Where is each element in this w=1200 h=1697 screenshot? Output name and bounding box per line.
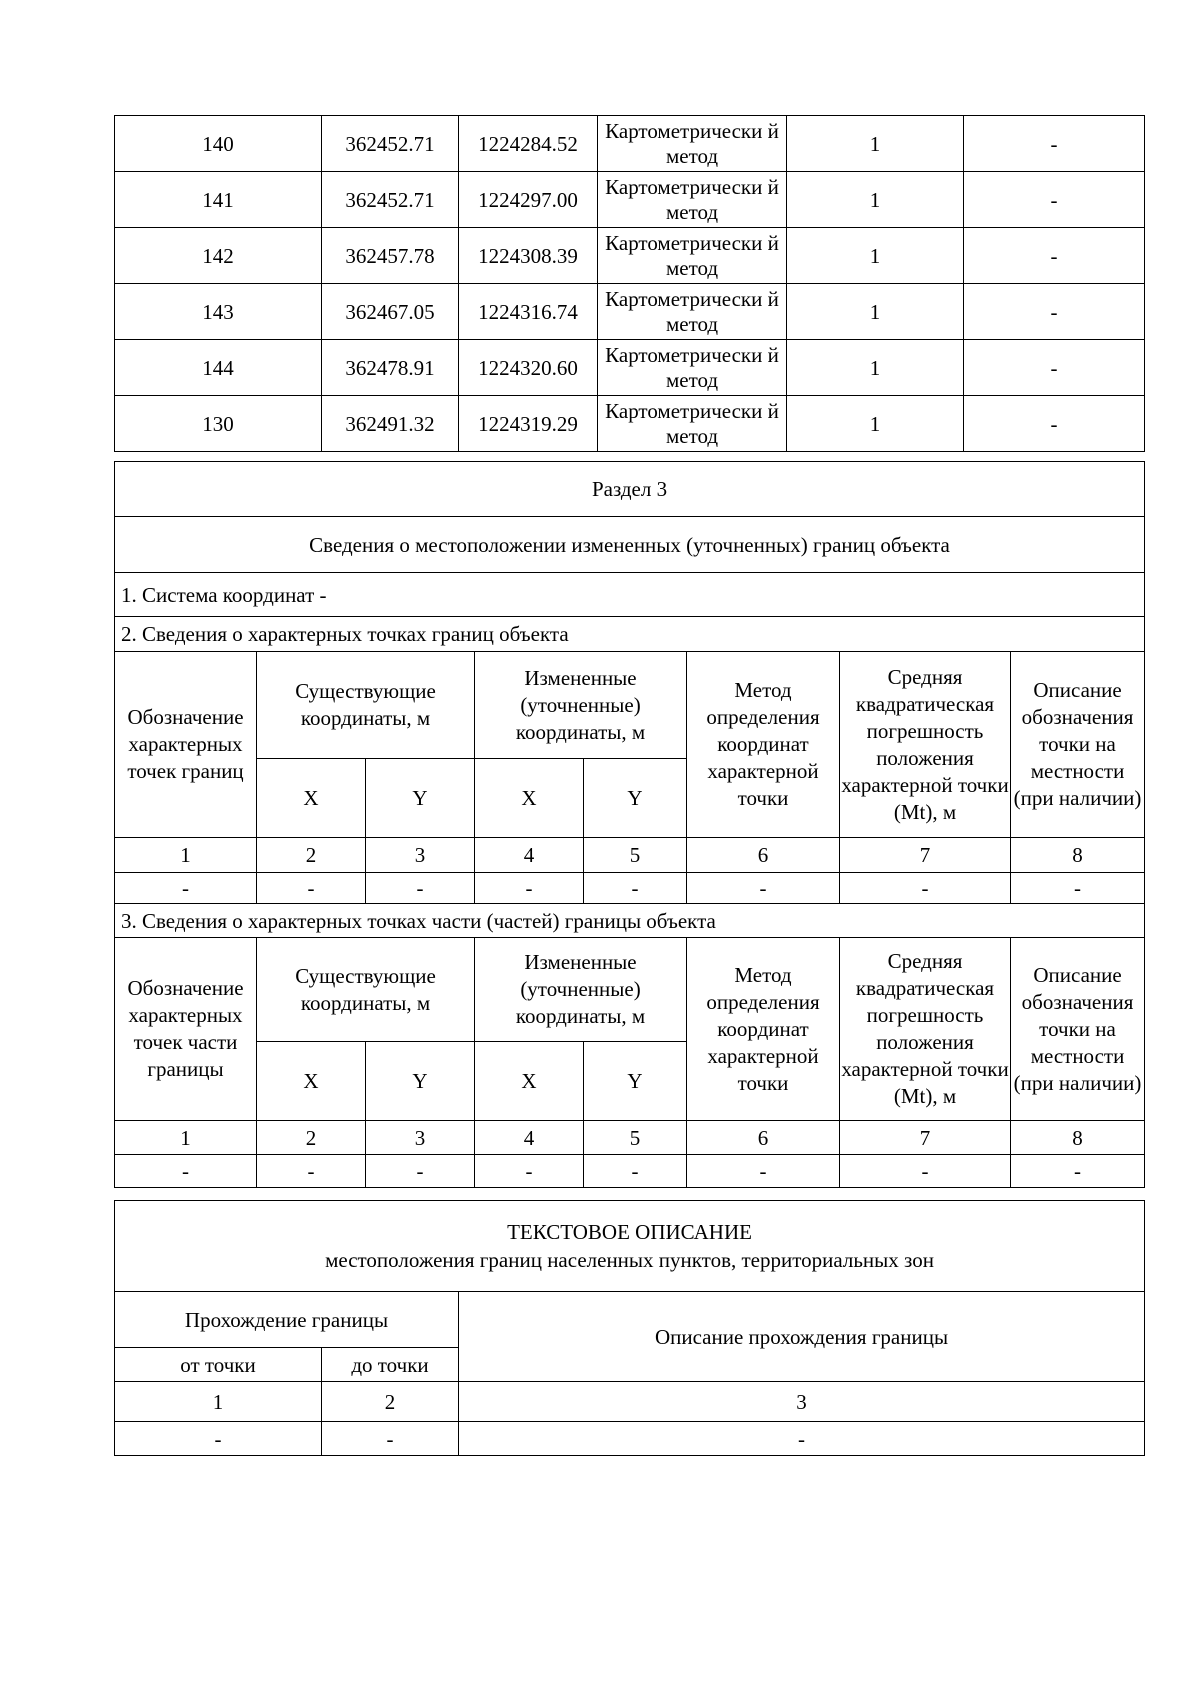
td-dash-1: -	[115, 1422, 322, 1456]
existing-coords-header: Существующие координаты, м	[257, 652, 475, 759]
cell-point: 141	[115, 172, 322, 228]
cell-method: Картометрически й метод	[598, 116, 787, 172]
text-description-heading	[115, 1201, 1145, 1292]
cell-method: Картометрически й метод	[598, 228, 787, 284]
coordinates-row	[115, 396, 1145, 452]
empty-data-row-2	[115, 1155, 1145, 1188]
cell-y: 1224308.39	[459, 228, 598, 284]
dash-cell: -	[840, 1155, 1011, 1188]
cell-accuracy: 1	[787, 284, 964, 340]
cell-x: 362452.71	[322, 116, 459, 172]
cell-description: -	[964, 284, 1145, 340]
method-header-2: Метод определения координат характерной точки	[687, 938, 840, 1121]
to-point-header: до точки	[322, 1348, 459, 1382]
td-dash-2: -	[322, 1422, 459, 1456]
x-changed-header: X	[475, 759, 584, 838]
passage-header: Прохождение границы	[115, 1292, 459, 1348]
column-number: 2	[257, 838, 366, 873]
existing-coords-header-2: Существующие координаты, м	[257, 938, 475, 1042]
cell-accuracy: 1	[787, 172, 964, 228]
cell-method: Картометрически й метод	[598, 340, 787, 396]
dash-cell: -	[584, 1155, 687, 1188]
x-existing-header-2: X	[257, 1042, 366, 1121]
cell-accuracy: 1	[787, 340, 964, 396]
cell-accuracy: 1	[787, 396, 964, 452]
column-number: 7	[840, 1121, 1011, 1155]
column-number: 1	[115, 1121, 257, 1155]
cell-description: -	[964, 172, 1145, 228]
dash-cell: -	[840, 873, 1011, 904]
description-header: Описание обозначения точки на местности (при наличии)	[1011, 652, 1145, 838]
cell-y: 1224297.00	[459, 172, 598, 228]
cell-description: -	[964, 228, 1145, 284]
dash-cell: -	[115, 1155, 257, 1188]
column-number: 6	[687, 838, 840, 873]
cell-point: 142	[115, 228, 322, 284]
cell-x: 362467.05	[322, 284, 459, 340]
y-existing-header-2: Y	[366, 1042, 475, 1121]
passage-description-header: Описание прохождения границы	[459, 1292, 1145, 1382]
changed-coords-header: Измененные (уточненные) координаты, м	[475, 652, 687, 759]
section3-heading: Раздел 3	[115, 462, 1145, 517]
cell-x: 362478.91	[322, 340, 459, 396]
cell-point: 144	[115, 340, 322, 396]
accuracy-header: Средняя квадратическая погрешность положения характерной точки (Mt), м	[840, 652, 1011, 838]
accuracy-header-2: Средняя квадратическая погрешность положения характерной точки (Mt), м	[840, 938, 1011, 1121]
text-description-title: ТЕКСТОВОЕ ОПИСАНИЕ	[507, 1220, 752, 1244]
column-number: 4	[475, 1121, 584, 1155]
y-changed-header: Y	[584, 759, 687, 838]
column-number: 8	[1011, 838, 1145, 873]
x-changed-header-2: X	[475, 1042, 584, 1121]
column-number: 6	[687, 1121, 840, 1155]
column-number: 4	[475, 838, 584, 873]
cell-y: 1224284.52	[459, 116, 598, 172]
dash-cell: -	[1011, 1155, 1145, 1188]
column-number: 1	[115, 838, 257, 873]
column-number: 3	[366, 838, 475, 873]
dash-cell: -	[366, 1155, 475, 1188]
coord-system-label: 1. Система координат -	[115, 573, 1145, 617]
dash-cell: -	[366, 873, 475, 904]
parts-section-title: 3. Сведения о характерных точках части (частей) границы объекта	[115, 904, 1145, 938]
dash-cell: -	[475, 1155, 584, 1188]
dash-cell: -	[687, 873, 840, 904]
cell-method: Картометрически й метод	[598, 396, 787, 452]
dash-cell: -	[115, 873, 257, 904]
coordinates-row	[115, 340, 1145, 396]
dash-cell: -	[584, 873, 687, 904]
column-number: 5	[584, 838, 687, 873]
points-section-title: 2. Сведения о характерных точках границ объекта	[115, 617, 1145, 652]
coordinates-row	[115, 116, 1145, 172]
column-number: 7	[840, 838, 1011, 873]
coordinates-row	[115, 172, 1145, 228]
section3-subheading: Сведения о местоположении измененных (уточненных) границ объекта	[115, 517, 1145, 573]
coordinates-row	[115, 284, 1145, 340]
cell-accuracy: 1	[787, 116, 964, 172]
cell-method: Картометрически й метод	[598, 172, 787, 228]
designation-part-header: Обозначение характерных точек части границы	[115, 938, 257, 1121]
column-number: 2	[257, 1121, 366, 1155]
td-col-number-3: 3	[459, 1382, 1145, 1422]
column-numbers-row	[115, 838, 1145, 873]
td-col-number-1: 1	[115, 1382, 322, 1422]
column-number: 3	[366, 1121, 475, 1155]
cell-description: -	[964, 396, 1145, 452]
cell-y: 1224319.29	[459, 396, 598, 452]
text-description-table	[114, 1200, 1145, 1456]
cell-y: 1224316.74	[459, 284, 598, 340]
text-description-subtitle: местоположения границ населенных пунктов, территориальных зон	[325, 1248, 934, 1272]
section3-table	[114, 461, 1145, 1188]
column-numbers-row-2	[115, 1121, 1145, 1155]
td-col-number-2: 2	[322, 1382, 459, 1422]
method-header: Метод определения координат характерной точки	[687, 652, 840, 838]
cell-x: 362491.32	[322, 396, 459, 452]
cell-point: 140	[115, 116, 322, 172]
dash-cell: -	[475, 873, 584, 904]
cell-method: Картометрически й метод	[598, 284, 787, 340]
column-number: 8	[1011, 1121, 1145, 1155]
cell-y: 1224320.60	[459, 340, 598, 396]
description-header-2: Описание обозначения точки на местности (при наличии)	[1011, 938, 1145, 1121]
td-dash-3: -	[459, 1422, 1145, 1456]
cell-description: -	[964, 116, 1145, 172]
cell-point: 130	[115, 396, 322, 452]
dash-cell: -	[257, 873, 366, 904]
cell-x: 362457.78	[322, 228, 459, 284]
from-point-header: от точки	[115, 1348, 322, 1382]
cell-x: 362452.71	[322, 172, 459, 228]
cell-point: 143	[115, 284, 322, 340]
y-existing-header: Y	[366, 759, 475, 838]
cell-description: -	[964, 340, 1145, 396]
coordinates-table	[114, 115, 1145, 452]
column-number: 5	[584, 1121, 687, 1155]
empty-data-row	[115, 873, 1145, 904]
y-changed-header-2: Y	[584, 1042, 687, 1121]
dash-cell: -	[687, 1155, 840, 1188]
dash-cell: -	[257, 1155, 366, 1188]
designation-header: Обозначение характерных точек границ	[115, 652, 257, 838]
changed-coords-header-2: Измененные (уточненные) координаты, м	[475, 938, 687, 1042]
dash-cell: -	[1011, 873, 1145, 904]
cell-accuracy: 1	[787, 228, 964, 284]
x-existing-header: X	[257, 759, 366, 838]
coordinates-row	[115, 228, 1145, 284]
